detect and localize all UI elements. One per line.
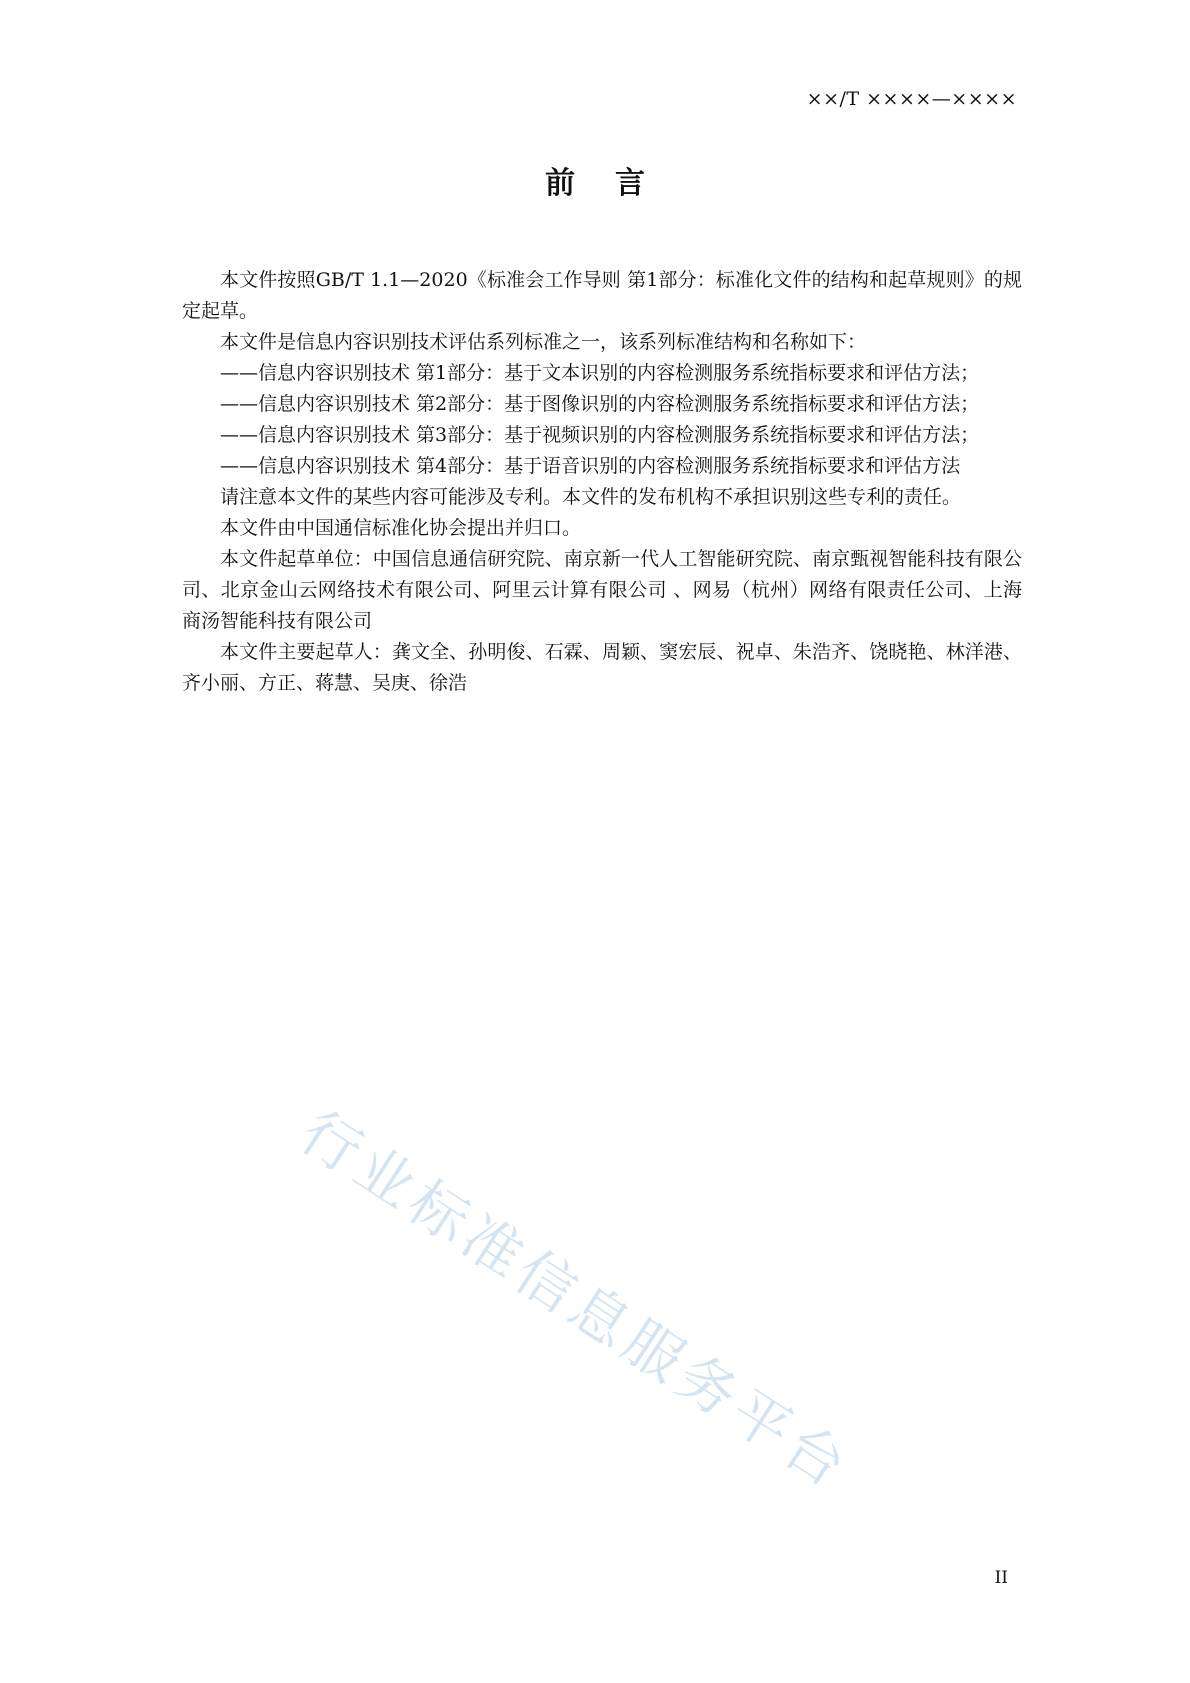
paragraph-drafters: 本文件主要起草人：龚文全、孙明俊、石霖、周颖、窦宏辰、祝卓、朱浩齐、饶晓艳、林洋港、齐小丽、方正、蒋慧、吴庚、徐浩 (182, 641, 1022, 694)
page-title: 前言 (545, 166, 685, 201)
paragraph-drafting-rule: 本文件按照GB/T 1.1—2020《标准会工作导则 第1部分：标准化文件的结构和起草规则》的规定起草。 (182, 269, 1022, 322)
list-item-part-4: ——信息内容识别技术 第4部分：基于语音识别的内容检测服务系统指标要求和评估方法 (220, 455, 961, 477)
paragraph-patent-notice: 请注意本文件的某些内容可能涉及专利。本文件的发布机构不承担识别这些专利的责任。 (220, 486, 962, 508)
list-item-part-1: ——信息内容识别技术 第1部分：基于文本识别的内容检测服务系统指标要求和评估方法； (220, 362, 980, 384)
foreword-body (182, 265, 1022, 699)
watermark: 行业标准信息服务平台 (288, 1097, 863, 1504)
paragraph-series-intro: 本文件是信息内容识别技术评估系列标准之一，该系列标准结构和名称如下： (220, 331, 867, 353)
list-item-part-3: ——信息内容识别技术 第3部分：基于视频识别的内容检测服务系统指标要求和评估方法； (220, 424, 980, 446)
paragraph-proposer: 本文件由中国通信标准化协会提出并归口。 (220, 517, 582, 539)
document-code: ××/T ××××—×××× (806, 88, 1017, 110)
list-item-part-2: ——信息内容识别技术 第2部分：基于图像识别的内容检测服务系统指标要求和评估方法； (220, 393, 980, 415)
paragraph-drafting-units: 本文件起草单位：中国信息通信研究院、南京新一代人工智能研究院、南京甄视智能科技有限公司、北京金山云网络技术有限公司、阿里云计算有限公司 、网易（杭州）网络有限责任公司、上海商汤智能科技有限公司 (182, 548, 1022, 632)
page-number: II (994, 1568, 1008, 1588)
